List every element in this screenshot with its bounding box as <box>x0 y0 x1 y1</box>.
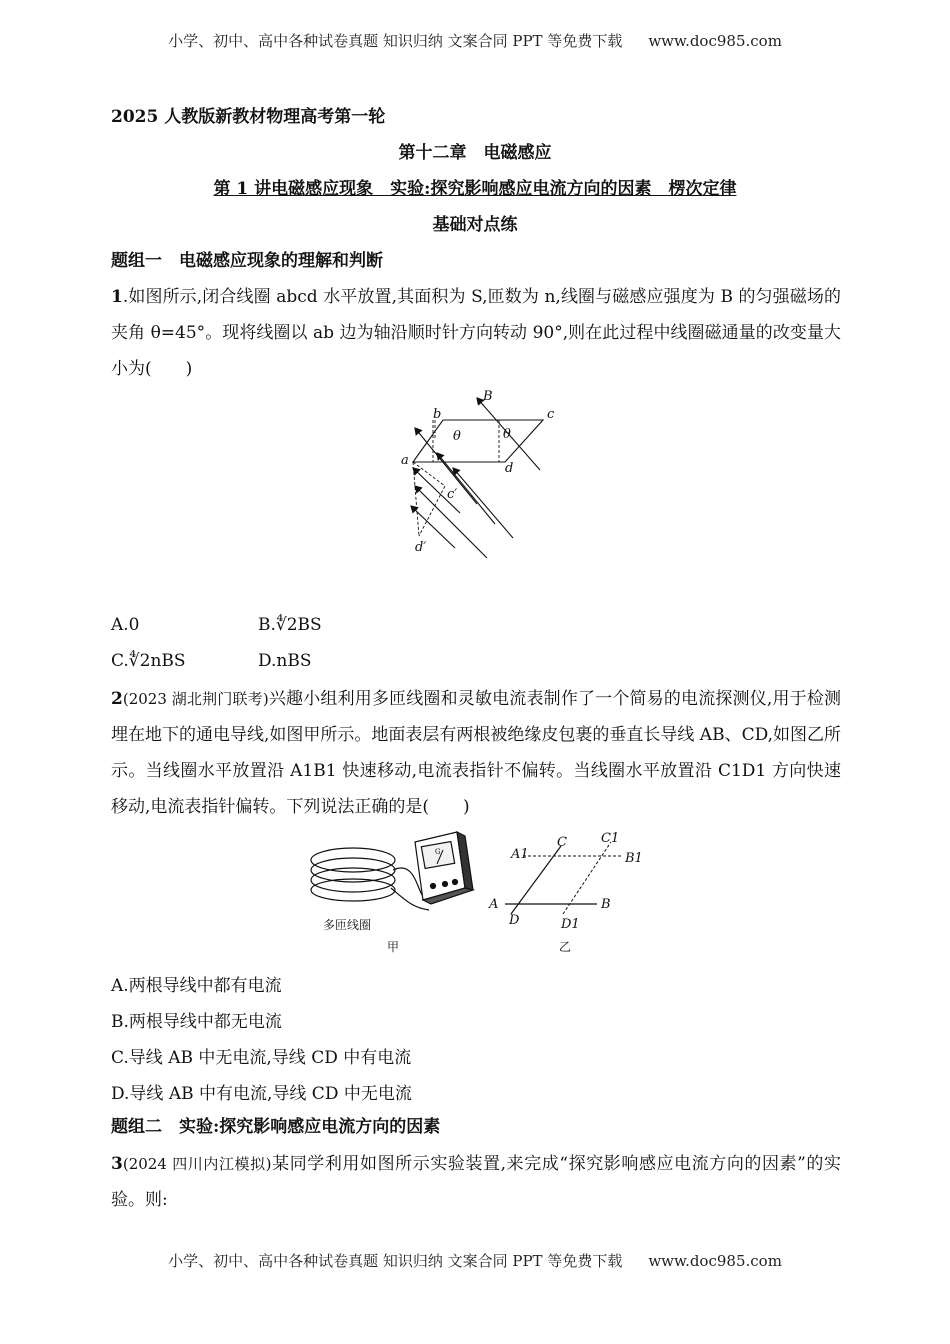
label-D: D <box>509 913 520 928</box>
label-c-prime: c′ <box>447 487 458 502</box>
label-B: B <box>601 897 611 912</box>
q2-number: 2 <box>111 689 123 709</box>
q1-figure <box>395 388 560 568</box>
field-line <box>453 468 513 538</box>
q3-source: (2024 四川内江模拟) <box>122 1155 272 1173</box>
label-b: b <box>433 407 442 422</box>
label-A1: A1 <box>511 847 529 862</box>
q2-figure-yi <box>485 830 650 955</box>
q2-figure-jia <box>305 830 485 955</box>
q3-text: 某同学利用如图所示实验装置,来完成“探究影响感应电流方向的因素”的实验。则: <box>111 1154 841 1210</box>
footer-url[interactable]: www.doc985.com <box>648 1252 782 1270</box>
header-url[interactable]: www.doc985.com <box>648 32 782 50</box>
q1-option-a[interactable]: A.0 <box>111 615 140 635</box>
label-theta-2: θ <box>503 427 511 442</box>
q2-option-d[interactable]: D.导线 AB 中有电流,导线 CD 中无电流 <box>111 1084 412 1104</box>
field-line <box>415 428 477 504</box>
question-1 <box>111 279 841 387</box>
lesson-title: 第 1 讲电磁感应现象 实验:探究影响感应电流方向的因素 楞次定律 <box>213 179 737 199</box>
group2-title: 题组二 实验:探究影响感应电流方向的因素 <box>111 1117 441 1137</box>
label-B1: B1 <box>625 851 643 866</box>
field-line <box>437 453 495 524</box>
q2-option-a[interactable]: A.两根导线中都有电流 <box>111 976 282 996</box>
label-A: A <box>489 897 499 912</box>
label-c: c <box>547 407 555 422</box>
caption-jia: 甲 <box>387 940 400 954</box>
label-C1: C1 <box>601 831 620 846</box>
footer-text: 小学、初中、高中各种试卷真题 知识归纳 文案合同 PPT 等免费下载 <box>168 1252 623 1270</box>
coil-label: 多匝线圈 <box>323 918 372 932</box>
coil-abcd <box>413 420 543 462</box>
series-title: 2025 人教版新教材物理高考第一轮 <box>111 107 386 127</box>
section-title: 基础对点练 <box>432 215 518 235</box>
meter-label: G <box>435 848 441 856</box>
label-theta-1: θ <box>453 429 461 444</box>
q2-text: 兴趣小组利用多匝线圈和灵敏电流表制作了一个简易的电流探测仪,用于检测埋在地下的通电导线,如图甲所示。地面表层有两根被绝缘皮包裹的垂直长导线 AB、CD,如图乙所示。当线圈水平放置沿 A1B1 快速移动,电流表指针不偏转。当线圈水平放置沿 C1D1 方向快速移动,电流表指针偏转。下列说法正确的是( ) <box>111 689 842 817</box>
question-2 <box>111 681 841 825</box>
label-a: a <box>401 453 409 468</box>
q1-option-d[interactable]: D.nBS <box>258 651 312 671</box>
q1-number: 1 <box>111 287 123 307</box>
label-D1: D1 <box>561 917 580 932</box>
q1-option-c[interactable]: C.∜2nBS <box>111 651 186 671</box>
label-B: B <box>483 389 493 404</box>
q1-option-b[interactable]: B.∜2BS <box>258 615 322 635</box>
caption-yi: 乙 <box>559 940 572 954</box>
page-header <box>0 30 950 51</box>
group1-title: 题组一 电磁感应现象的理解和判断 <box>111 251 383 271</box>
header-text: 小学、初中、高中各种试卷真题 知识归纳 文案合同 PPT 等免费下载 <box>168 32 623 50</box>
page-footer <box>0 1250 950 1271</box>
galvanometer <box>415 832 473 904</box>
label-C: C <box>557 835 567 850</box>
lead-wire <box>393 868 423 896</box>
question-3 <box>111 1146 841 1218</box>
q2-option-b[interactable]: B.两根导线中都无电流 <box>111 1012 282 1032</box>
label-d-prime: d′ <box>415 540 427 555</box>
q2-option-c[interactable]: C.导线 AB 中无电流,导线 CD 中有电流 <box>111 1048 412 1068</box>
chapter-title: 第十二章 电磁感应 <box>398 143 552 163</box>
q2-source: (2023 湖北荆门联考) <box>122 690 269 708</box>
q3-number: 3 <box>111 1154 123 1174</box>
label-d: d <box>505 461 514 476</box>
q1-text: .如图所示,闭合线圈 abcd 水平放置,其面积为 S,匝数为 n,线圈与磁感应强度为 B 的匀强磁场的夹角 θ=45°。现将线圈以 ab 边为轴沿顺时针方向转动 90°,则在此过程中线圈磁通量的改变量大小为( ) <box>111 287 841 379</box>
